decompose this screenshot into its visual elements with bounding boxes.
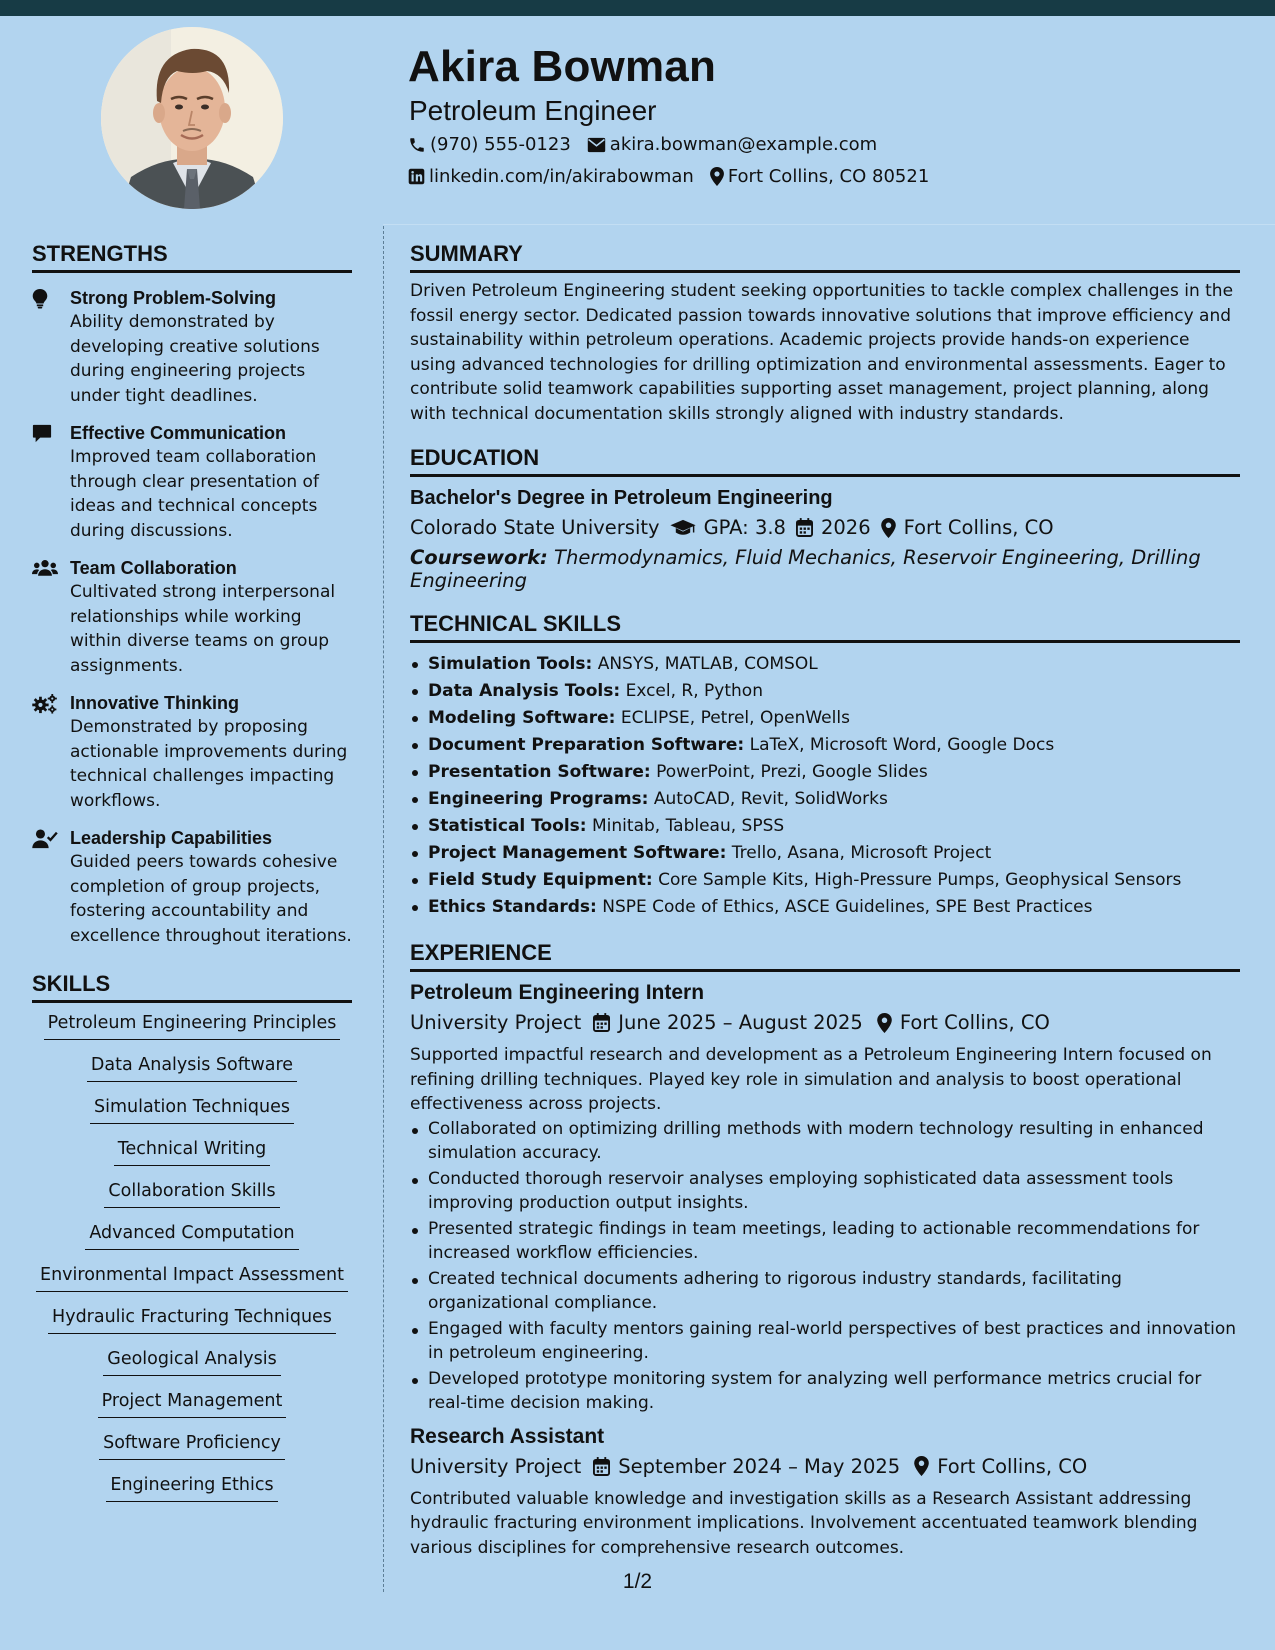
calendar-icon: [593, 1457, 610, 1476]
list-item: [428, 759, 1240, 786]
tech-label: Data Analysis Tools:: [428, 681, 621, 701]
map-pin-icon: [914, 1456, 929, 1476]
skill-tag: Collaboration Skills: [104, 1179, 279, 1208]
tech-label: Statistical Tools:: [428, 816, 587, 836]
left-column: [32, 241, 352, 1515]
list-item: Collaborated on optimizing drilling methods with modern technology resulting in enhanced simulation accuracy.: [428, 1117, 1240, 1166]
school-name: Colorado State University: [410, 516, 660, 539]
email-contact[interactable]: [587, 134, 877, 155]
job-bullets: [410, 1117, 1240, 1416]
list-item: Created technical documents adhering to rigorous industry standards, facilitating organizational compliance.: [428, 1267, 1240, 1316]
job-location: Fort Collins, CO: [937, 1454, 1088, 1478]
coursework-label: Coursework:: [410, 546, 548, 569]
profile-photo: [101, 27, 283, 209]
strength-title: Innovative Thinking: [70, 693, 240, 713]
skill-tag: Software Proficiency: [99, 1431, 285, 1460]
tech-value: ANSYS, MATLAB, COMSOL: [597, 654, 818, 674]
phone-text: (970) 555-0123: [430, 134, 571, 155]
tech-value: ECLIPSE, Petrel, OpenWells: [620, 708, 850, 728]
strength-item: [32, 286, 352, 408]
graduation-cap-icon: [670, 519, 696, 537]
job-title: Petroleum Engineer: [409, 95, 657, 126]
tech-label: Simulation Tools:: [428, 654, 593, 674]
skill-tag: Project Management: [98, 1389, 287, 1418]
experience-heading: EXPERIENCE: [410, 940, 1240, 972]
graduation-year: 2026: [820, 516, 871, 539]
technical-skills-list: [410, 651, 1240, 921]
map-pin-icon: [710, 167, 724, 186]
list-item: [428, 813, 1240, 840]
job-title: Research Assistant: [410, 1424, 605, 1448]
tech-label: Document Preparation Software:: [428, 735, 745, 755]
degree-title: Bachelor's Degree in Petroleum Engineering: [410, 487, 833, 509]
header-divider: [383, 224, 1275, 225]
list-item: [428, 705, 1240, 732]
column-divider: [383, 226, 384, 1592]
tech-label: Field Study Equipment:: [428, 870, 653, 890]
strength-item: [32, 826, 352, 948]
strength-desc: Guided peers towards cohesive completion of group projects, fostering accountability and excellence throughout iterations.: [70, 852, 352, 946]
tech-value: Minitab, Tableau, SPSS: [592, 816, 785, 836]
skill-tag: Geological Analysis: [103, 1347, 280, 1376]
coursework-list: Thermodynamics, Fluid Mechanics, Reservoir Engineering, Drilling Engineering: [410, 546, 1201, 592]
map-pin-icon: [877, 1013, 892, 1033]
linkedin-icon: [408, 168, 425, 185]
list-item: [428, 894, 1240, 921]
contact-row-2: [408, 166, 945, 187]
education-heading: EDUCATION: [410, 445, 1240, 477]
job-org: University Project: [410, 1454, 582, 1478]
top-bar: [0, 0, 1275, 16]
strength-desc: Cultivated strong interpersonal relationships while working within diverse teams on group assignments.: [70, 582, 336, 676]
candidate-name: Akira Bowman: [408, 42, 717, 91]
tech-label: Project Management Software:: [428, 843, 727, 863]
page-number: 1/2: [622, 1570, 653, 1593]
job-location: Fort Collins, CO: [899, 1011, 1050, 1034]
tech-label: Ethics Standards:: [428, 897, 597, 917]
education-location: Fort Collins, CO: [903, 516, 1054, 539]
gpa-text: GPA: 3.8: [703, 516, 786, 539]
list-item: [428, 678, 1240, 705]
strength-desc: Ability demonstrated by developing creative solutions during engineering projects under tight deadlines.: [70, 312, 320, 406]
job-description: Contributed valuable knowledge and investigation skills as a Research Assistant addressing hydraulic fracturing environment implications. Involvement accentuated teamwork blending various disciplines for comprehensive research outcomes.: [410, 1488, 1198, 1558]
speech-bubble-icon: [32, 424, 52, 444]
list-item: [428, 786, 1240, 813]
phone-icon: [408, 136, 426, 154]
skill-tag: Simulation Techniques: [90, 1095, 294, 1124]
job-description: Supported impactful research and development as a Petroleum Engineering Intern focused on refining drilling techniques. Played key role in simulation and analysis to boost operational effectiveness across projects.: [410, 1045, 1212, 1114]
summary-heading: SUMMARY: [410, 241, 1240, 273]
skill-tag: Environmental Impact Assessment: [36, 1263, 348, 1292]
gears-icon: [32, 694, 58, 714]
summary-text: Driven Petroleum Engineering student seeking opportunities to tackle complex challenges in the fossil energy sector. Dedicated passion towards innovative solutions that improve efficiency and sustainability within petroleum operations. Academic projects provide hands-on experience using advanced technologies for drilling optimization and environmental assessments. Eager to contribute solid teamwork capabilities supporting asset management, project planning, along with technical documentation skills strongly aligned with industry standards.: [410, 281, 1234, 424]
skill-tag: Petroleum Engineering Principles: [44, 1011, 341, 1040]
strength-title: Strong Problem-Solving: [70, 288, 277, 308]
skill-tag: Hydraulic Fracturing Techniques: [48, 1305, 336, 1334]
job-entry: [410, 981, 1240, 1416]
map-pin-icon: [881, 518, 896, 538]
tech-label: Modeling Software:: [428, 708, 616, 728]
job-dates: June 2025 – August 2025: [618, 1011, 863, 1034]
calendar-icon: [593, 1013, 610, 1032]
tech-value: Excel, R, Python: [625, 681, 763, 701]
tech-value: LaTeX, Microsoft Word, Google Docs: [749, 735, 1055, 755]
technical-skills-heading: TECHNICAL SKILLS: [410, 611, 1240, 643]
education-meta: [410, 516, 1240, 539]
email-text: akira.bowman@example.com: [609, 134, 878, 155]
contact-row-1: [408, 134, 893, 155]
skill-tag: Data Analysis Software: [87, 1053, 297, 1082]
strength-title: Team Collaboration: [70, 558, 237, 578]
job-dates: September 2024 – May 2025: [618, 1454, 901, 1478]
tech-label: Engineering Programs:: [428, 789, 649, 809]
list-item: Engaged with faculty mentors gaining real-world perspectives of best practices and innovation in petroleum engineering.: [428, 1317, 1240, 1366]
users-icon: [32, 559, 58, 577]
linkedin-contact[interactable]: [408, 166, 694, 187]
lightbulb-icon: [32, 289, 48, 309]
list-item: Presented strategic findings in team meetings, leading to actionable recommendations for increased workflow efficiencies.: [428, 1217, 1240, 1266]
calendar-icon: [796, 518, 813, 537]
strength-desc: Improved team collaboration through clear presentation of ideas and technical concepts during discussions.: [70, 447, 319, 541]
location-contact: [710, 166, 929, 187]
skills-list: [32, 1011, 352, 1502]
linkedin-text: linkedin.com/in/akirabowman: [429, 166, 694, 187]
job-title: Petroleum Engineering Intern: [410, 981, 705, 1004]
list-item: [428, 651, 1240, 678]
list-item: Conducted thorough reservoir analyses employing sophisticated data assessment tools improving production output insights.: [428, 1167, 1240, 1216]
job-entry: [410, 1425, 1240, 1561]
skill-tag: Engineering Ethics: [106, 1473, 277, 1502]
skill-tag: Technical Writing: [114, 1137, 270, 1166]
strength-desc: Demonstrated by proposing actionable improvements during technical challenges impacting workflows.: [70, 717, 348, 811]
list-item: [428, 867, 1240, 894]
right-column: [410, 241, 1240, 1560]
strength-item: [32, 556, 352, 678]
strength-title: Effective Communication: [70, 423, 287, 443]
job-meta: [410, 1455, 1240, 1478]
tech-value: AutoCAD, Revit, SolidWorks: [653, 789, 888, 809]
strength-title: Leadership Capabilities: [70, 828, 273, 848]
tech-value: Core Sample Kits, High-Pressure Pumps, Geophysical Sensors: [658, 870, 1182, 890]
job-meta: [410, 1011, 1240, 1034]
list-item: [428, 732, 1240, 759]
location-text: Fort Collins, CO 80521: [727, 166, 930, 187]
user-check-icon: [32, 829, 58, 849]
job-org: University Project: [410, 1011, 582, 1034]
tech-value: Trello, Asana, Microsoft Project: [731, 843, 992, 863]
tech-value: NSPE Code of Ethics, ASCE Guidelines, SPE Best Practices: [602, 897, 1093, 917]
skills-heading: SKILLS: [32, 971, 352, 1003]
envelope-icon: [587, 137, 606, 153]
coursework: [410, 546, 1240, 592]
strength-item: [32, 421, 352, 543]
list-item: [428, 840, 1240, 867]
list-item: Developed prototype monitoring system for analyzing well performance metrics crucial for real-time decision making.: [428, 1367, 1240, 1416]
skill-tag: Advanced Computation: [85, 1221, 298, 1250]
strengths-heading: STRENGTHS: [32, 241, 352, 273]
strength-item: [32, 691, 352, 813]
phone-contact: [408, 134, 571, 155]
tech-value: PowerPoint, Prezi, Google Slides: [656, 762, 928, 782]
tech-label: Presentation Software:: [428, 762, 651, 782]
